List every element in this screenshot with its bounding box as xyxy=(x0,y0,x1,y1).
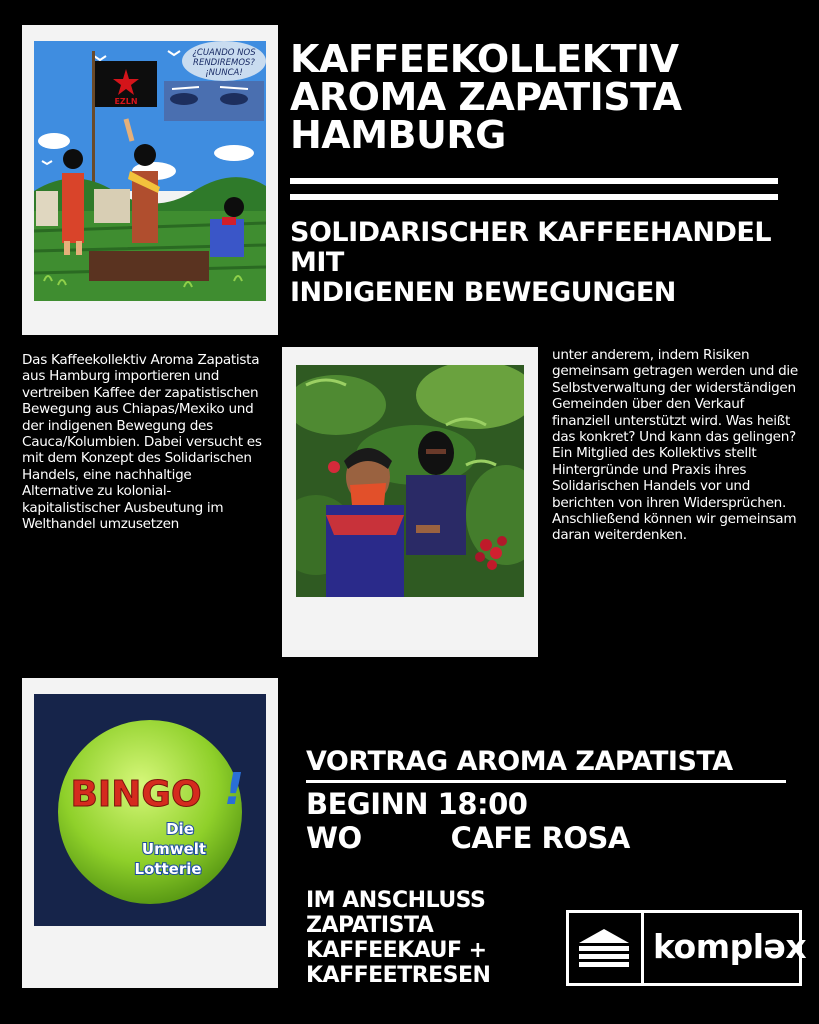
komplex-building-icon xyxy=(569,913,639,983)
painting-illustration xyxy=(34,41,266,301)
event-location xyxy=(306,821,646,855)
after-line-4: KAFFEETRESEN xyxy=(306,963,491,988)
harvest-polaroid xyxy=(282,347,538,657)
after-line-2: ZAPATISTA xyxy=(306,913,434,938)
exclamation-icon: ! xyxy=(224,764,245,815)
title-line-2: AROMA ZAPATISTA xyxy=(290,75,682,119)
title-line-3: HAMBURG xyxy=(290,113,506,157)
komplex-logo xyxy=(566,910,807,986)
where-value: CAFE ROSA xyxy=(450,821,630,855)
bingo-tagline-1: Die xyxy=(166,820,194,838)
bingo-tagline-3: Lotterie xyxy=(134,860,202,878)
komplex-name: kompləx xyxy=(653,927,807,966)
intro-text: Das Kaffeekollektiv Aroma Zapatista aus Hamburg importieren und vertreiben Kaffee der zapatistischen Bewegung aus Chiapas/Mexiko und der indigenen Bewegung des Cauca/Kolumbien. Dabei versucht es mit dem Konzept des Solidarischen Handels, eine nachhaltige Alternative zu kolonial-kapitalistischer Ausbeutung im Welthandel umzusetzen xyxy=(22,352,262,533)
flag-label: EZLN xyxy=(114,97,138,106)
divider-bottom xyxy=(290,194,778,200)
after-line-1: IM ANSCHLUSS xyxy=(306,888,486,913)
subtitle-line-3: INDIGENEN BEWEGUNGEN xyxy=(290,277,676,308)
bingo-brand: BINGO xyxy=(70,774,202,815)
bingo-logo xyxy=(34,694,266,926)
bingo-polaroid xyxy=(22,678,278,988)
speech-line-1: ¿CUANDO NOS xyxy=(192,48,256,58)
zapatista-painting xyxy=(34,41,266,301)
subtitle-line-1: SOLIDARISCHER KAFFEEHANDEL xyxy=(290,217,772,248)
speech-line-3: ¡NUNCA! xyxy=(205,68,243,78)
divider-top xyxy=(290,178,778,184)
subtitle-line-2: MIT xyxy=(290,247,344,278)
painting-polaroid xyxy=(22,25,278,335)
speech-line-2: RENDIREMOS? xyxy=(193,58,255,68)
event-title-underline xyxy=(306,780,786,783)
detail-text: unter anderem, indem Risiken gemeinsam getragen werden und die Selbstverwaltung der widerständigen Gemeinden über den Verkauf finanziell unterstützt wird. Was heißt das konkret? Und kann das gelingen? Ein Mitglied des Kollektivs stellt Hintergründe und Praxis ihres Solidarischen Handels vor und berichten von ihren Widersprüchen. Anschließend können wir gemeinsam daran weiterdenken. xyxy=(552,347,798,544)
komplex-divider xyxy=(641,913,644,983)
coffee-harvest-photo xyxy=(296,365,524,597)
page-title xyxy=(290,37,810,157)
event-title: VORTRAG AROMA ZAPATISTA xyxy=(306,746,733,777)
event-start xyxy=(306,787,528,821)
page-subtitle xyxy=(290,218,815,308)
after-line-3: KAFFEEKAUF + xyxy=(306,938,487,963)
event-after xyxy=(306,888,490,988)
where-label: WO xyxy=(306,821,362,855)
title-line-1: KAFFEEKOLLEKTIV xyxy=(290,37,679,81)
start-label: BEGINN xyxy=(306,787,429,821)
start-time: 18:00 xyxy=(437,787,528,821)
bingo-logo-image xyxy=(34,694,266,926)
harvest-illustration xyxy=(296,365,524,597)
bingo-tagline-2: Umwelt xyxy=(141,840,207,858)
